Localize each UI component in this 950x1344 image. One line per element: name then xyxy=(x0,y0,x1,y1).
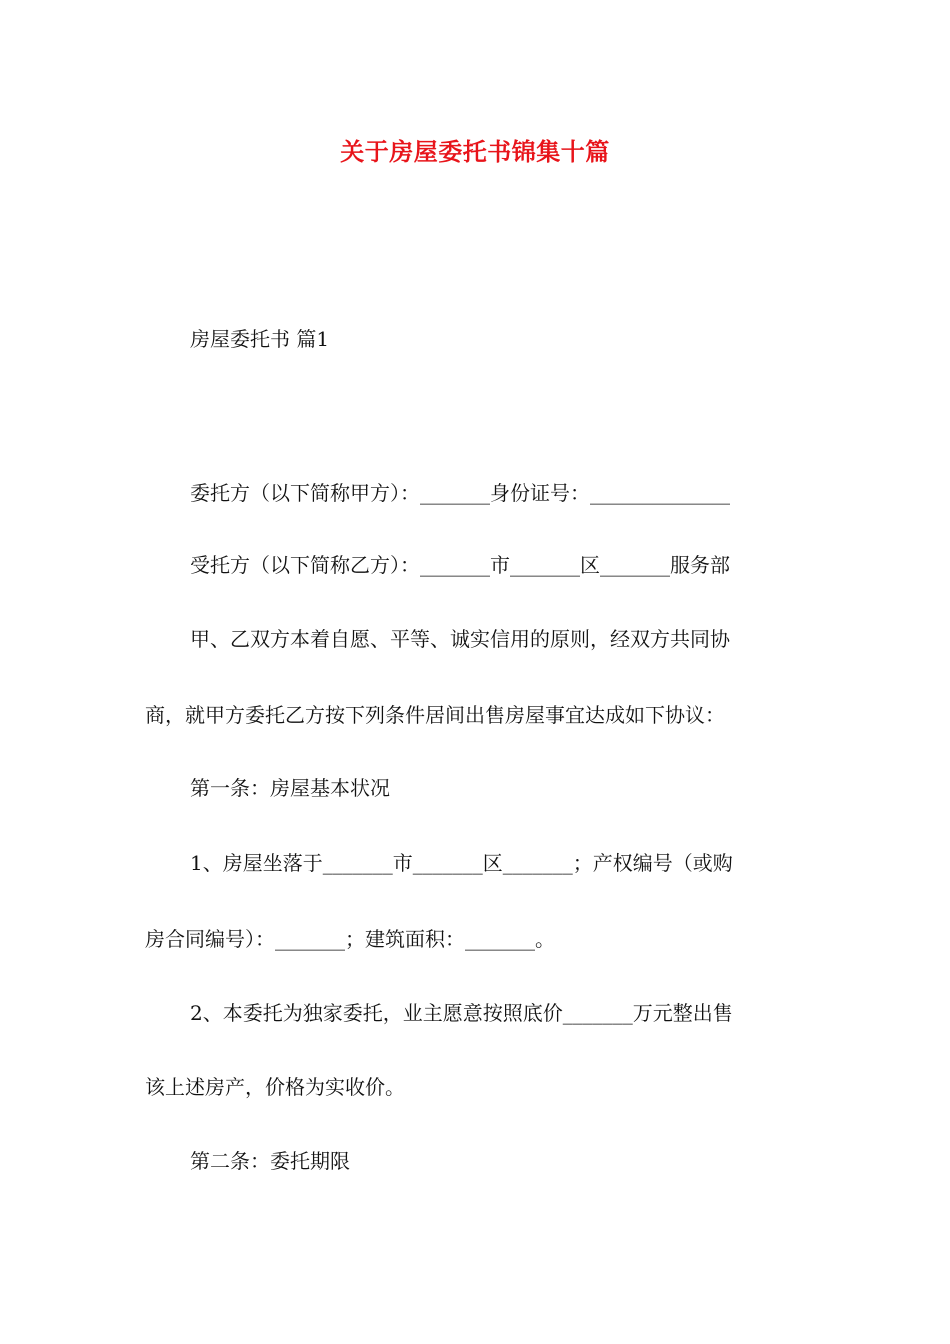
article-2-heading: 第二条：委托期限 xyxy=(190,1149,350,1173)
paragraph-line-intro-1: 甲、乙双方本着自愿、平等、诚实信用的原则，经双方共同协 xyxy=(190,627,730,651)
article-1-heading: 第一条：房屋基本状况 xyxy=(190,776,390,800)
clause-1-line-1: 1、房屋坐落于_______市_______区_______；产权编号（或购 xyxy=(190,851,733,875)
section-heading: 房屋委托书 篇1 xyxy=(190,327,330,351)
paragraph-line-client: 委托方（以下简称甲方）：_______身份证号：______________ xyxy=(190,481,730,505)
paragraph-line-intro-2: 商，就甲方委托乙方按下列条件居间出售房屋事宜达成如下协议： xyxy=(145,703,725,727)
clause-1-line-2: 房合同编号）：_______；建筑面积：_______。 xyxy=(145,927,555,951)
document-title: 关于房屋委托书锦集十篇 xyxy=(340,138,610,166)
paragraph-line-agent: 受托方（以下简称乙方）：_______市_______区_______服务部 xyxy=(190,553,730,577)
clause-2-line-1: 2、本委托为独家委托，业主愿意按照底价_______万元整出售 xyxy=(190,1001,733,1025)
clause-2-line-2: 该上述房产，价格为实收价。 xyxy=(145,1075,405,1099)
